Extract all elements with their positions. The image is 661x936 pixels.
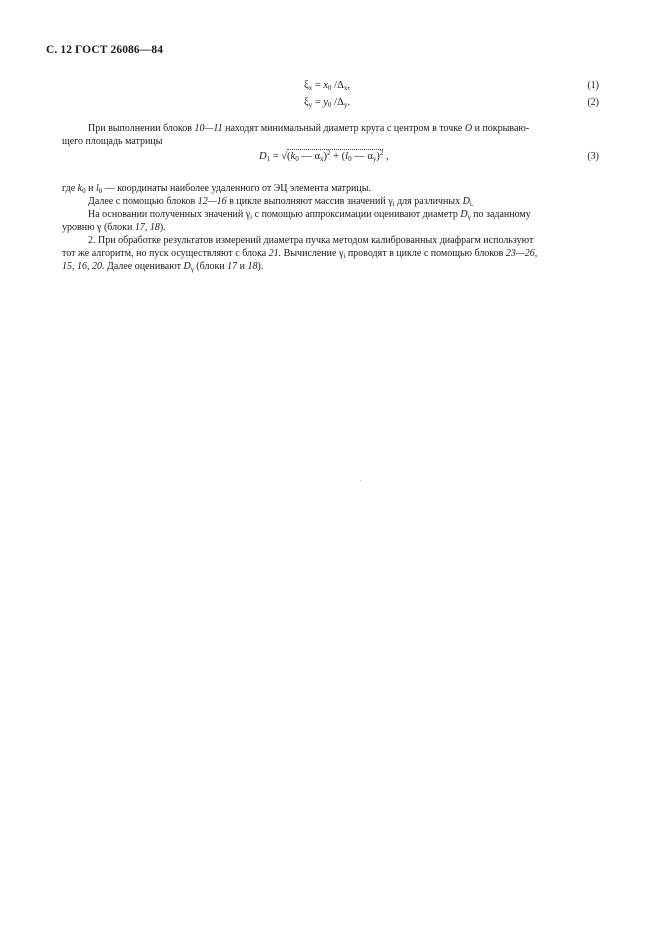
- paragraph-5-d: D: [183, 260, 191, 272]
- formula-1: [304, 80, 350, 91]
- paragraph-3-gamma-sub: i: [392, 200, 395, 208]
- paragraph-2-text-a: где: [62, 183, 78, 194]
- paragraph-3-text-c: для различных: [394, 196, 463, 207]
- formula-1-lhs-sub: x: [308, 84, 313, 92]
- formula-3-sqrt: = √: [270, 151, 288, 162]
- equation-number-2: (2): [587, 97, 599, 108]
- paragraph-1: [62, 123, 599, 149]
- paragraph-5-block-21: 21.: [268, 247, 282, 259]
- paragraph-4-text-a: На основании полученных значений γ: [88, 209, 251, 220]
- paragraph-3-d: D: [462, 196, 470, 207]
- formula-1-eq: =: [312, 80, 324, 91]
- formula-2-lhs: ξ: [304, 97, 309, 108]
- paragraph-5-blocks-23-26: 23—26,: [505, 247, 538, 259]
- paragraph-4-text-c: по заданному: [470, 209, 531, 220]
- paragraph-2-k: k: [77, 183, 83, 194]
- paragraph-5-text-a: 2. При обработке результатов измерений диаметра пучка методом калиброванных диафрагм используют: [88, 235, 534, 246]
- formula-1-a: x: [323, 80, 329, 91]
- paragraph-3-text-b: в цикле выполняют массив значений γ: [226, 196, 393, 207]
- paragraph-2-text-c: — координаты наиболее удаленного от ЭЦ элемента матрицы.: [102, 183, 371, 194]
- formula-3-minus-2: — α: [351, 151, 373, 162]
- equation-number-1: (1): [587, 80, 599, 91]
- formula-2: [304, 97, 350, 108]
- paragraph-5-text-f: (блоки: [193, 260, 228, 272]
- formula-3-square-1: 2: [326, 149, 331, 157]
- paragraph-5-d-sub: γ: [190, 264, 194, 273]
- paragraph-4-text-e: ).: [159, 221, 166, 233]
- formula-3-lhs: D: [259, 151, 267, 162]
- page-header: С. 12 ГОСТ 26086—84: [46, 44, 164, 56]
- formula-3-alpha-x-sub: x: [319, 155, 324, 163]
- formula-1-a-sub: 0: [328, 84, 332, 92]
- paragraph-5-text-d: проводят в цикле с помощью блоков: [345, 247, 506, 259]
- formula-3-radicand: [287, 149, 383, 162]
- paragraph-5-block-17: 17: [227, 260, 238, 272]
- paragraph-4-d-sub: γ: [467, 213, 471, 221]
- paragraph-2-k-sub: 0: [82, 187, 86, 195]
- paragraph-5-text-g: и: [237, 260, 248, 272]
- paragraph-1-text-a: При выполнении блоков: [88, 123, 195, 134]
- paragraph-1-point: O: [464, 123, 473, 134]
- formula-3-k-sub: 0: [295, 155, 299, 163]
- formula-3-tail: ,: [383, 151, 389, 162]
- formula-3-square-2: 2: [379, 149, 384, 157]
- paragraph-5-gamma-sub: i: [343, 251, 346, 260]
- paragraph-5-text-h: ).: [257, 260, 264, 272]
- formula-3-k: k: [290, 151, 296, 162]
- formula-3-l: l: [345, 151, 349, 162]
- paragraph-3-text-a: Далее с помощью блоков: [88, 196, 198, 207]
- formula-2-eq: =: [312, 97, 324, 108]
- formula-3-paren-close-1: ): [323, 151, 327, 162]
- paragraph-1-line-2: щего площадь матрицы: [62, 135, 163, 147]
- formula-3-lhs-sub: 1: [266, 155, 271, 163]
- paragraph-4-d: D: [460, 209, 468, 220]
- formula-2-tail: .: [347, 97, 350, 108]
- paragraph-2-l-sub: 0: [98, 187, 103, 195]
- paragraph-4-gamma-sub: i: [250, 213, 253, 221]
- paragraph-3-d-sub: i.: [469, 200, 474, 208]
- paragraph-1-text-c: и покрываю-: [472, 123, 530, 134]
- paragraph-4-text-d: уровню γ (блоки: [62, 221, 135, 233]
- scan-speck: [360, 480, 361, 481]
- formula-2-b-sub: y: [343, 101, 348, 109]
- formula-2-a-sub: 0: [328, 101, 332, 109]
- formula-1-b-sub: x: [343, 84, 348, 92]
- formula-2-lhs-sub: y: [308, 101, 313, 109]
- paragraph-4-text-b: с помощью аппроксимации оценивают диаметр: [252, 209, 461, 220]
- formula-3-paren-close-2: ): [376, 151, 380, 162]
- paragraph-1-text-b: находят минимальный диаметр круга с центром в точке: [222, 123, 465, 134]
- paragraph-5-text-c: Вычисление γ: [281, 247, 344, 259]
- formula-3-alpha-y-sub: y: [372, 155, 377, 163]
- equation-number-3: (3): [587, 151, 599, 162]
- paragraph-5-block-18: 18: [247, 260, 258, 272]
- paragraph-2-text-b: и: [85, 183, 96, 194]
- formula-3-minus-1: — α: [298, 151, 320, 162]
- formula-1-tail: ,: [347, 80, 350, 91]
- paragraph-3: [62, 196, 599, 209]
- paragraph-1-blocks: 10—11: [194, 123, 223, 134]
- formula-2-a: y: [323, 97, 329, 108]
- formula-3-paren-open: (: [287, 151, 291, 162]
- paragraph-4: [62, 209, 599, 235]
- paragraph-3-blocks: 12—16: [197, 196, 227, 207]
- formula-1-lhs: ξ: [304, 80, 309, 91]
- paragraph-2-l: l: [95, 183, 99, 194]
- formula-2-op: /Δ: [331, 97, 344, 108]
- paragraph-5-blocks-15-16-20: 15, 16, 20.: [62, 260, 105, 272]
- paragraph-5-text-b: тот же алгоритм, но пуск осуществляют с блока: [62, 247, 269, 259]
- formula-3-plus: + (: [330, 151, 346, 162]
- paragraph-2: [62, 183, 599, 196]
- formula-3: [259, 151, 389, 162]
- formula-1-op: /Δ: [331, 80, 344, 91]
- formula-3-l-sub: 0: [348, 155, 352, 163]
- paragraph-4-blocks: 17, 18: [134, 221, 160, 233]
- paragraph-5: [62, 235, 599, 273]
- paragraph-5-text-e: Далее оценивают: [104, 260, 184, 272]
